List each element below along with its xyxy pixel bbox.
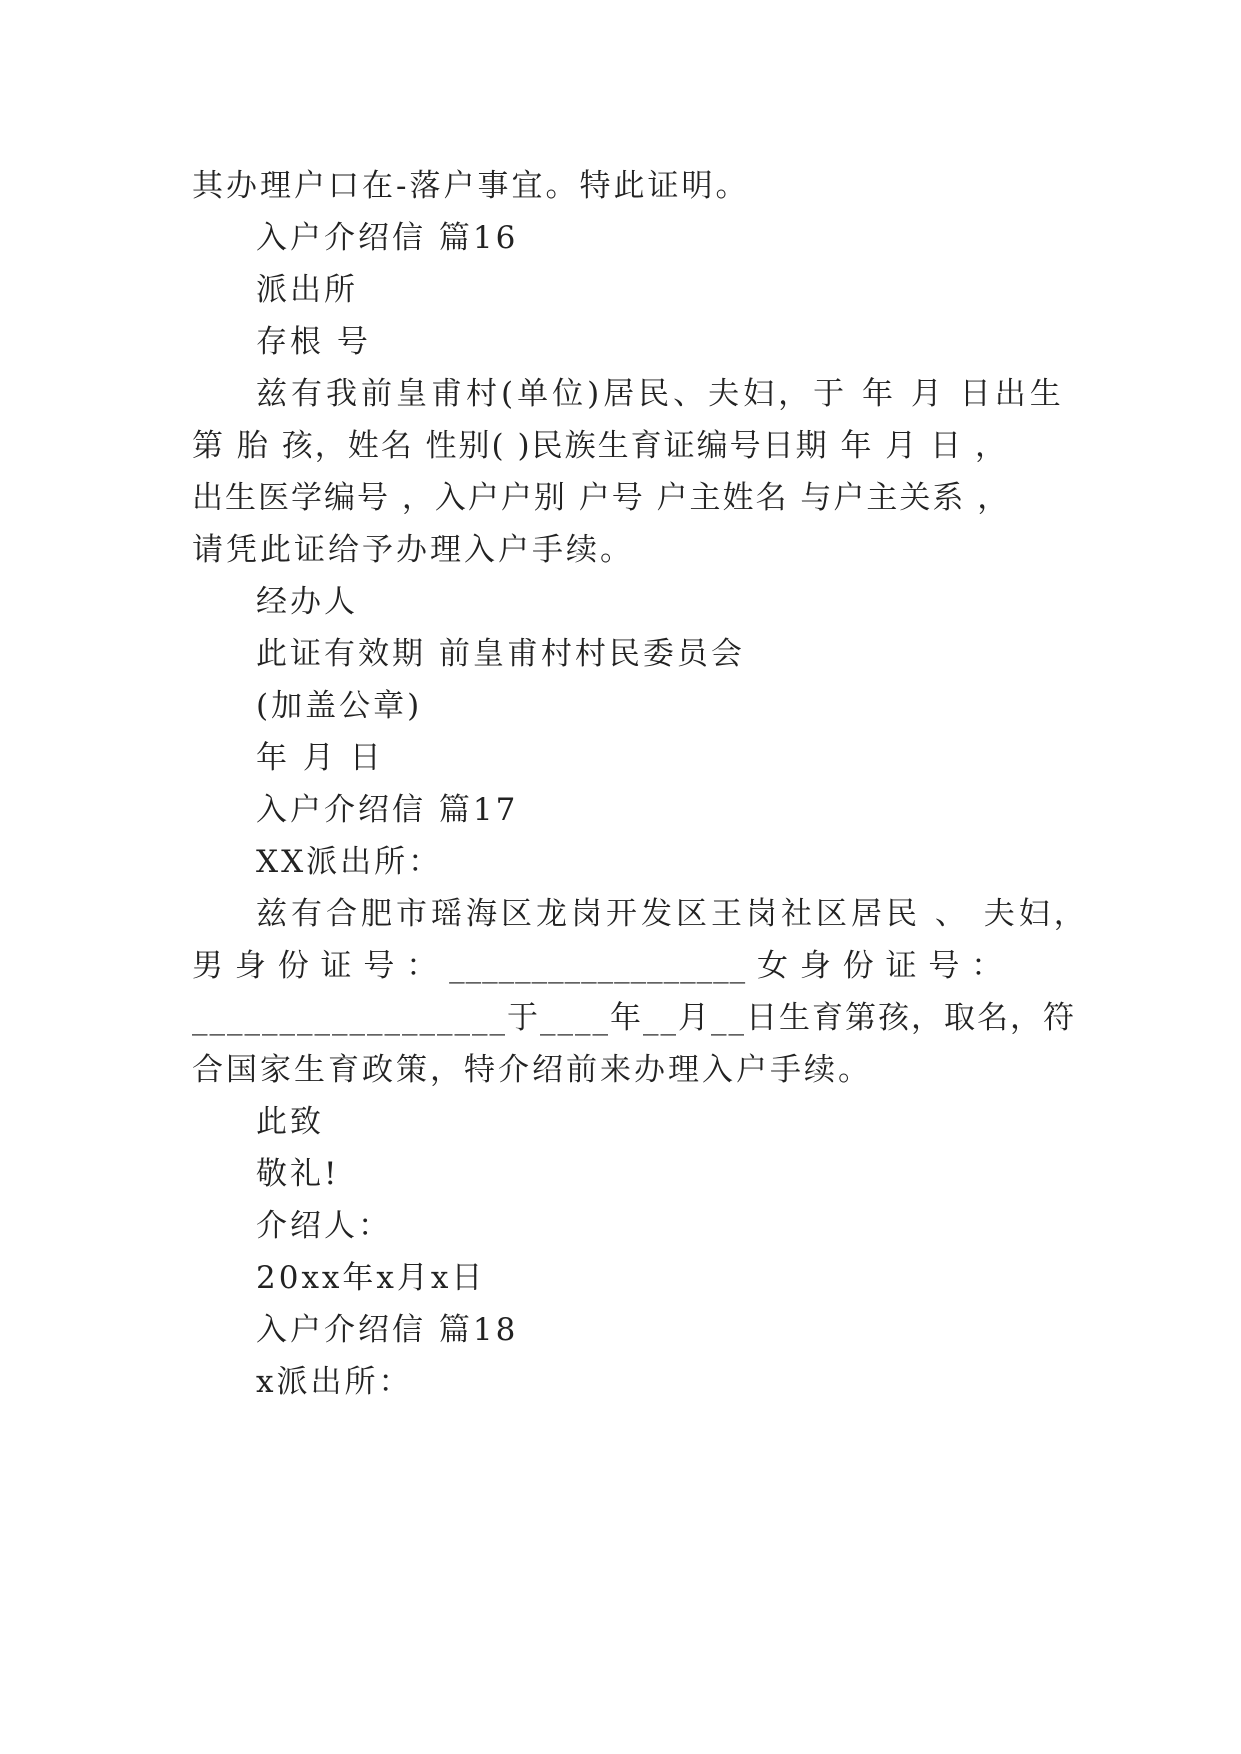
text-line: 派出所 xyxy=(256,272,358,308)
text-line: 兹有我前皇甫村(单位)居民、夫妇，于 年 月 日出生 xyxy=(256,376,1065,412)
text-line: 请凭此证给予办理入户手续。 xyxy=(192,532,634,568)
text-line: 兹有合肥市瑶海区龙岗开发区王岗社区居民 、 夫妇， xyxy=(256,896,1089,932)
text-line: 出生医学编号 ，入户户别 户号 户主姓名 与户主关系 ， xyxy=(192,480,1011,516)
text-line: x派出所： xyxy=(256,1364,413,1400)
text-line: 合国家生育政策，特介绍前来办理入户手续。 xyxy=(192,1052,872,1088)
section-heading: 入户介绍信 篇16 xyxy=(256,220,519,256)
section-heading: 入户介绍信 篇18 xyxy=(256,1312,519,1348)
text-line: 其办理户口在-落户事宜。特此证明。 xyxy=(192,168,750,204)
date-line: 20xx年x月x日 xyxy=(256,1260,486,1296)
text-line: 男 身 份 证 号 ： __________________ 女 身 份 证 号 ： xyxy=(192,948,1004,984)
text-line: (加盖公章) xyxy=(256,688,423,724)
section-heading: 入户介绍信 篇17 xyxy=(256,792,519,828)
text-line: 此证有效期 前皇甫村村民委员会 xyxy=(256,636,745,672)
text-line: __________________于____年__月__日生育第孩，取名，符 xyxy=(192,1000,1076,1036)
text-line: 存根 号 xyxy=(256,324,371,360)
text-line: XX派出所： xyxy=(256,844,443,880)
text-line: 第 胎 孩，姓名 性别( )民族生育证编号日期 年 月 日 ， xyxy=(192,428,1009,464)
text-line: 此致 xyxy=(256,1104,324,1140)
text-line: 年 月 日 xyxy=(256,740,384,776)
text-line: 介绍人： xyxy=(256,1208,392,1244)
text-line: 敬礼! xyxy=(256,1156,340,1192)
text-line: 经办人 xyxy=(256,584,358,620)
